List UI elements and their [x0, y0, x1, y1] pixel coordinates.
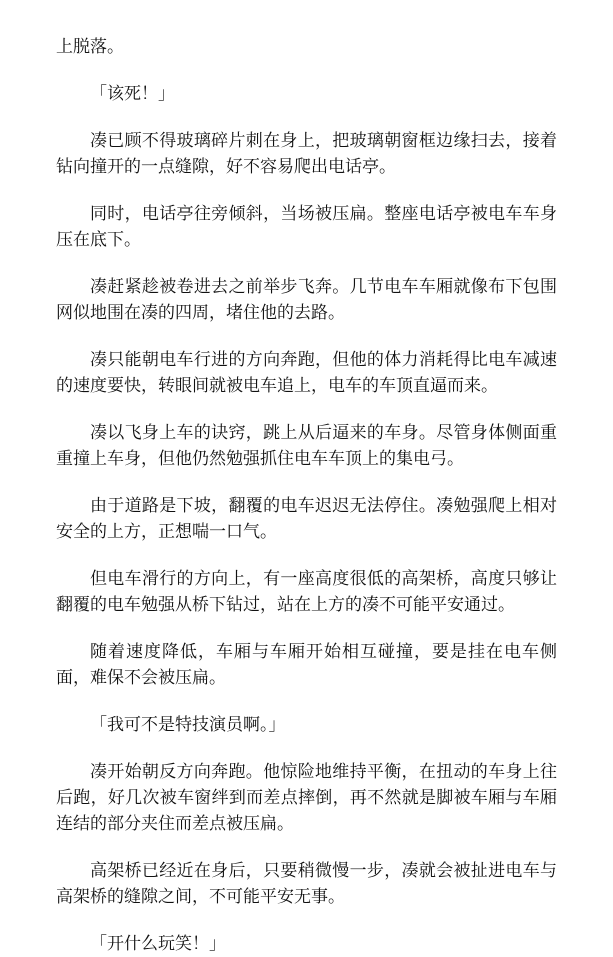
paragraph: 高架桥已经近在身后，只要稍微慢一步，凑就会被扯进电车与高架桥的缝隙之间，不可能平安无事。 — [56, 861, 557, 907]
paragraph: 随着速度降低，车厢与车厢开始相互碰撞，要是挂在电车侧面，难保不会被压扁。 — [56, 642, 557, 688]
paragraph: 由于道路是下坡，翻覆的电车迟迟无法停住。凑勉强爬上相对安全的上方，正想喘一口气。 — [56, 496, 557, 542]
paragraph: 凑以飞身上车的诀窍，跳上从后逼来的车身。尽管身体侧面重重撞上车身，但他仍然勉强抓住电车车顶上的集电弓。 — [56, 423, 557, 469]
paragraph: 凑开始朝反方向奔跑。他惊险地维持平衡，在扭动的车身上往后跑，好几次被车窗绊到而差点摔倒，再不然就是脚被车厢与车厢连结的部分夹住而差点被压扁。 — [56, 762, 557, 834]
paragraph: 上脱落。 — [56, 37, 124, 57]
paragraph: 凑赶紧趁被卷进去之前举步飞奔。几节电车车厢就像布下包围网似地围在凑的四周，堵住他的去路。 — [56, 277, 557, 323]
paragraph: 「我可不是特技演员啊。」 — [90, 715, 286, 735]
paragraph: 同时，电话亭往旁倾斜，当场被压扁。整座电话亭被电车车身压在底下。 — [56, 204, 557, 250]
paragraph: 凑已顾不得玻璃碎片刺在身上，把玻璃朝窗框边缘扫去，接着钻向撞开的一点缝隙，好不容易爬出电话亭。 — [56, 131, 557, 177]
paragraph: 「该死！」 — [90, 84, 175, 104]
paragraph: 「开什么玩笑！」 — [90, 934, 226, 954]
paragraph: 但电车滑行的方向上，有一座高度很低的高架桥，高度只够让翻覆的电车勉强从桥下钻过，站在上方的凑不可能平安通过。 — [56, 569, 557, 615]
paragraph: 凑只能朝电车行进的方向奔跑，但他的体力消耗得比电车减速的速度要快，转眼间就被电车追上，电车的车顶直逼而来。 — [56, 350, 557, 396]
